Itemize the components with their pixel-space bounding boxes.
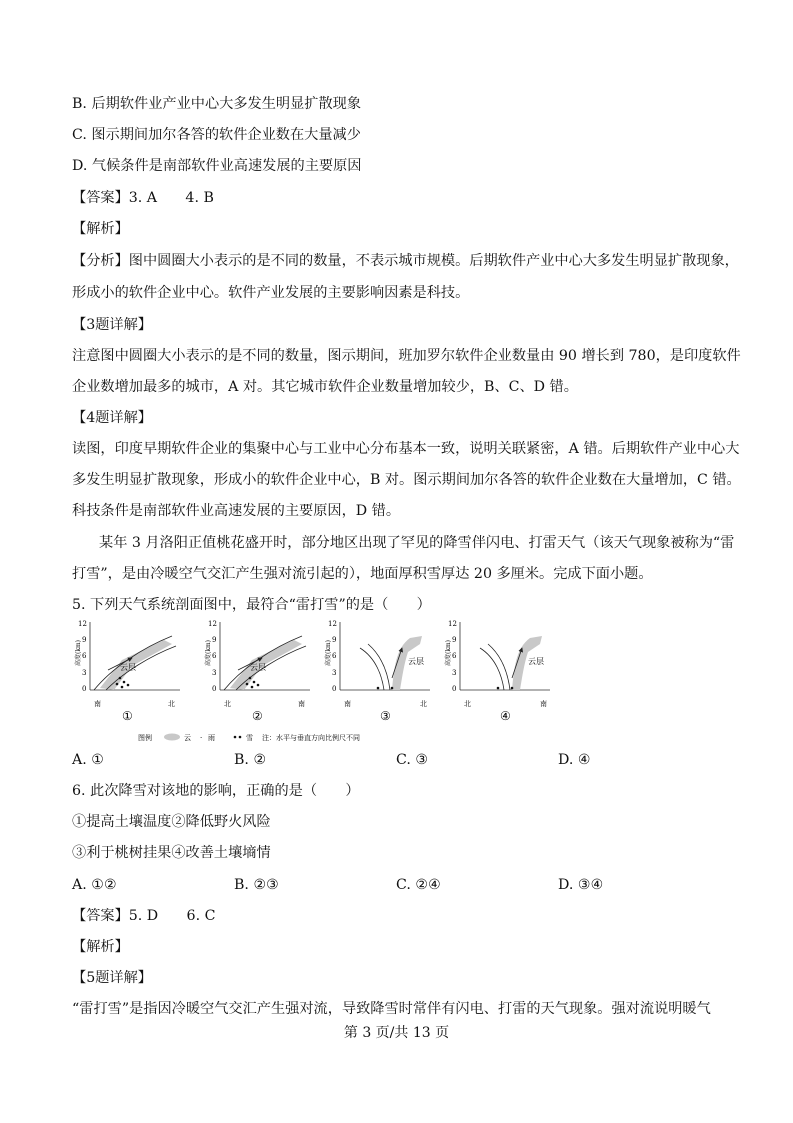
svg-text:0: 0 (212, 685, 217, 693)
q5-option-d: D. ④ (558, 752, 591, 768)
svg-text:9: 9 (452, 636, 457, 644)
svg-text:0: 0 (332, 685, 337, 693)
q3-detail-heading: 【3题详解】 (72, 317, 152, 333)
panel-4 (444, 620, 550, 723)
q4-detail-line-1: 读图，印度早期软件企业的集聚中心与工业中心分布基本一致，说明关联紧密，A 错。后期软件产业中心大 (72, 441, 740, 457)
answer-3-4: 【答案】3. A 4. B (72, 190, 214, 206)
weather-profile-figure (72, 618, 562, 750)
panel-1-cloud-label: 云层 (120, 663, 136, 672)
panel-3 (324, 620, 430, 723)
tick-0: 0 (82, 685, 87, 693)
q4-detail-heading: 【4题详解】 (72, 410, 152, 426)
q4-detail-line-2: 多发生明显扩散现象，形成小的软件企业中心，B 对。图示期间加尔各答的软件企业数在大量增加，C 错。 (72, 472, 741, 488)
panel-3-cloud-label: 云层 (408, 657, 424, 666)
legend-prefix: 图例 (138, 734, 152, 742)
tick-3: 3 (82, 669, 87, 677)
q5-detail-heading: 【5题详解】 (72, 970, 152, 986)
option-c-q4: C. 图示期间加尔各答的软件企业数在大量减少 (72, 127, 361, 143)
legend-note: 注：水平与垂直方向比例尺不同 (262, 734, 360, 742)
answer-5-6: 【答案】5. D 6. C (72, 908, 216, 924)
svg-text:0: 0 (452, 685, 457, 693)
svg-text:高度(km): 高度(km) (325, 639, 332, 666)
svg-text:6: 6 (452, 652, 457, 660)
q6-statement-1: ①提高土壤温度②降低野火风险 (72, 814, 271, 830)
panel-4-cloud-label: 云层 (528, 657, 544, 666)
panel-4-number: ④ (500, 709, 511, 723)
panel-1-left: 南 (94, 700, 101, 708)
svg-text:9: 9 (212, 636, 217, 644)
tick-9: 9 (82, 636, 87, 644)
option-b-q4: B. 后期软件业产业中心大多发生明显扩散现象 (72, 96, 362, 112)
panel-1-number: ① (122, 709, 133, 723)
tick-6: 6 (82, 652, 87, 660)
svg-text:3: 3 (212, 669, 217, 677)
panel-1 (74, 620, 180, 723)
svg-text:12: 12 (328, 620, 337, 628)
q6-options (72, 875, 732, 895)
analysis-line-2: 形成小的软件企业中心。软件产业发展的主要影响因素是科技。 (72, 285, 470, 301)
svg-text:6: 6 (212, 652, 217, 660)
panel-3-left: 南 (344, 700, 351, 708)
q6-option-a: A. ①② (72, 877, 117, 893)
q5-option-a: A. ① (72, 752, 104, 768)
svg-text:·: · (200, 734, 203, 742)
q5-option-c: C. ③ (396, 752, 429, 768)
panel-3-right: 北 (420, 700, 427, 708)
legend-snow: 雪 (246, 734, 253, 742)
q6-statement-2: ③利于桃树挂果④改善土壤墒情 (72, 845, 271, 861)
panel-2-cloud-label: 云层 (250, 663, 266, 672)
svg-text:12: 12 (448, 620, 457, 628)
svg-text:6: 6 (332, 652, 337, 660)
q5-option-b: B. ② (234, 752, 267, 768)
legend-cloud: 云 (184, 734, 191, 742)
svg-text:高度(km): 高度(km) (445, 639, 452, 666)
panel-2 (204, 620, 310, 723)
q6-option-c: C. ②④ (396, 877, 441, 893)
q5-detail-line-1: “雷打雪”是指因冷暖空气交汇产生强对流，导致降雪时常伴有闪电、打雷的天气现象。强对流说明暖气 (72, 1001, 711, 1017)
question-5: 5. 下列天气系统剖面图中，最符合“雷打雪”的是（ ） (72, 597, 431, 613)
passage-line-1: 某年 3 月洛阳正值桃花盛开时，部分地区出现了罕见的降雪伴闪电、打雷天气（该天气现象被称为“雷 (99, 535, 735, 551)
q6-option-d: D. ③④ (558, 877, 604, 893)
panel-1-right: 北 (168, 700, 175, 708)
q4-detail-line-3: 科技条件是南部软件业高速发展的主要原因，D 错。 (72, 503, 401, 519)
analysis-heading: 【解析】 (72, 221, 129, 237)
svg-text:3: 3 (332, 669, 337, 677)
analysis-line-1: 【分析】图中圆圈大小表示的是不同的数量，不表示城市规模。后期软件产业中心大多发生明显扩散现象， (72, 253, 739, 269)
passage-line-2: 打雪”，是由冷暖空气交汇产生强对流引起的），地面厚积雪厚达 20 多厘米。完成下面小题。 (72, 566, 653, 582)
svg-text:9: 9 (332, 636, 337, 644)
panel-2-left: 北 (224, 700, 231, 708)
panel-2-number: ② (252, 709, 263, 723)
option-d-q4: D. 气候条件是南部软件业高速发展的主要原因 (72, 158, 362, 174)
panel-3-number: ③ (380, 709, 391, 723)
y-axis-label: 高度(km) (75, 639, 82, 666)
tick-12: 12 (78, 620, 87, 628)
q5-options (72, 750, 732, 770)
svg-text:3: 3 (452, 669, 457, 677)
svg-text:高度(km): 高度(km) (205, 639, 212, 666)
q3-detail-line-2: 企业数增加最多的城市，A 对。其它城市软件企业数量增加较少，B、C、D 错。 (72, 379, 578, 395)
q6-option-b: B. ②③ (234, 877, 279, 893)
svg-text:12: 12 (208, 620, 217, 628)
figure-legend (138, 733, 360, 742)
legend-rain: 雨 (208, 734, 215, 742)
q3-detail-line-1: 注意图中圆圈大小表示的是不同的数量，图示期间，班加罗尔软件企业数量由 90 增长到 780，是印度软件 (72, 348, 741, 364)
panel-4-left: 北 (464, 700, 471, 708)
panel-2-right: 南 (298, 700, 305, 708)
analysis-heading-2: 【解析】 (72, 939, 129, 955)
panel-4-right: 南 (540, 700, 547, 708)
question-6: 6. 此次降雪对该地的影响，正确的是（ ） (72, 783, 360, 799)
page-footer: 第 3 页/共 13 页 (343, 1025, 450, 1041)
